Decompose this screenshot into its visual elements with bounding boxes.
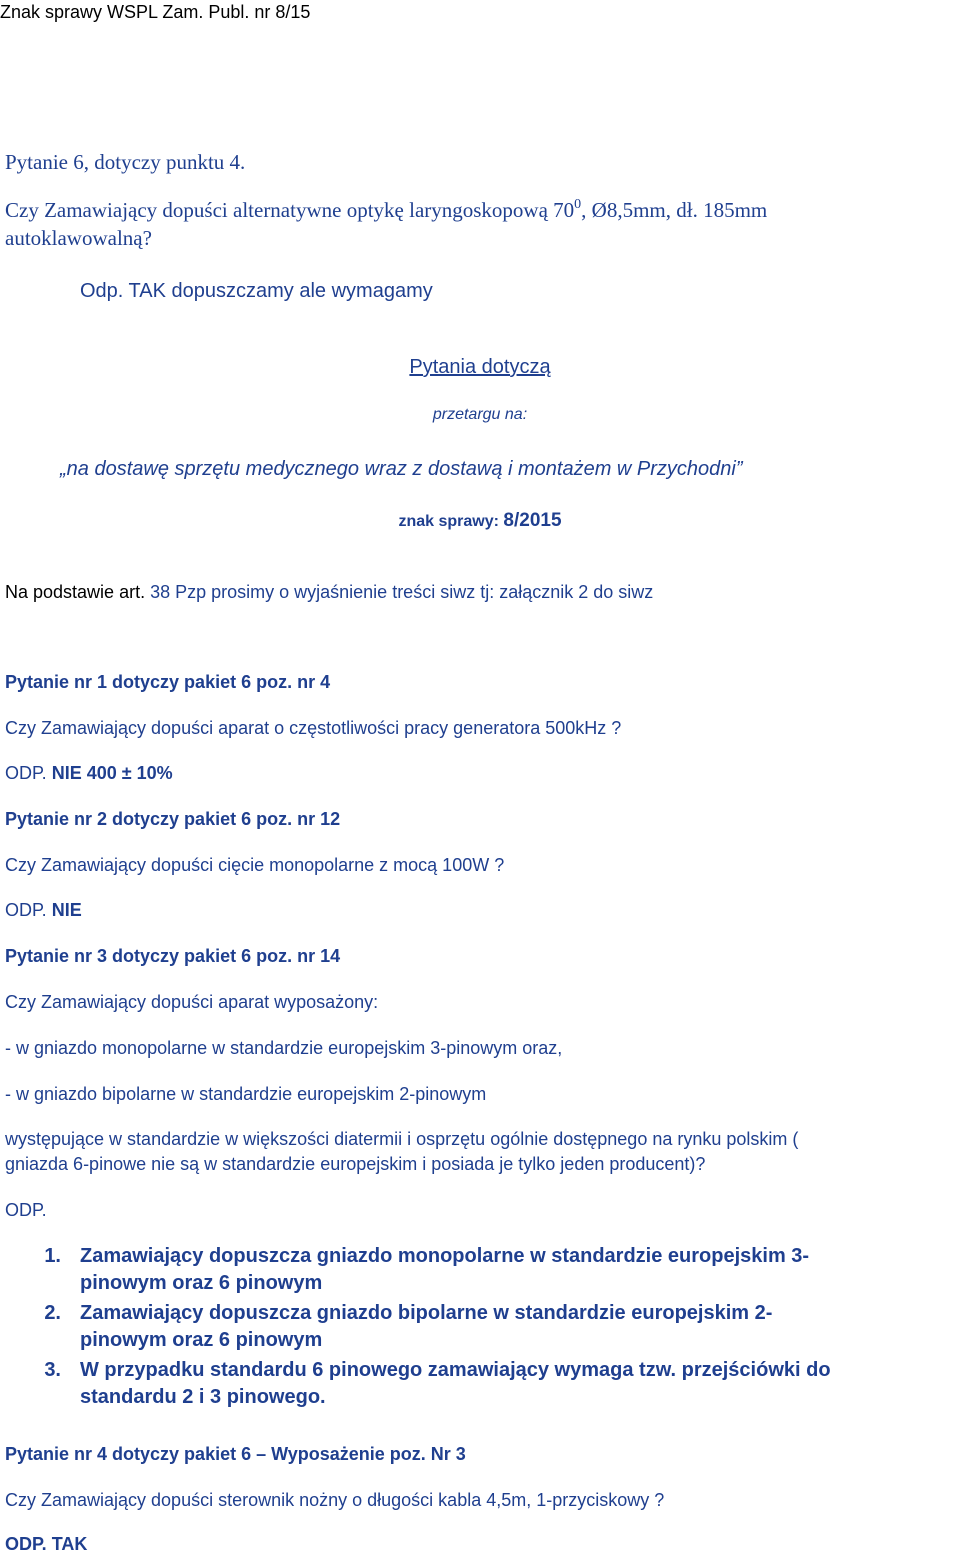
question-3-text: Czy Zamawiający dopuści aparat wyposażony: <box>5 992 379 1012</box>
q6-answer: Odp. TAK dopuszczamy ale wymagamy <box>80 280 433 302</box>
question-3-paragraph-line-1: występujące w standardzie w większości diatermii i osprzętu ogólnie dostępnego na rynku polskim ( <box>5 1129 799 1149</box>
q6-question-line2: autoklawowalną? <box>5 226 152 250</box>
question-3-answer-label: ODP. <box>5 1200 47 1220</box>
question-2-heading: Pytanie nr 2 dotyczy pakiet 6 poz. nr 12 <box>5 809 341 829</box>
question-2-text: Czy Zamawiający dopuści cięcie monopolarne z mocą 100W ? <box>5 855 505 875</box>
answer-item-2: 2. Zamawiający dopuszcza gniazdo bipolarne w standardzie europejskim 2- <box>44 1302 773 1324</box>
page-title: Pytania dotyczą <box>409 356 551 378</box>
question-4-answer: ODP. TAK <box>5 1534 88 1554</box>
intro-text: Na podstawie art. 38 Pzp prosimy o wyjaśnienie treści siwz tj: załącznik 2 do siwz <box>5 582 654 602</box>
question-1-heading: Pytanie nr 1 dotyczy pakiet 6 poz. nr 4 <box>5 672 331 692</box>
document-reference: Znak sprawy WSPL Zam. Publ. nr 8/15 <box>0 2 311 22</box>
answer-item-1-continued: pinowym oraz 6 pinowym <box>80 1272 323 1294</box>
question-2-answer: ODP. NIE <box>5 900 82 920</box>
q6-question-line1: Czy Zamawiający dopuści alternatywne optykę laryngoskopową $70^0$, Ø8,5mm, dł. 185mm <box>5 197 768 222</box>
answer-item-2-continued: pinowym oraz 6 pinowym <box>80 1329 323 1351</box>
tender-name: „na dostawę sprzętu medycznego wraz z dostawą i montażem w Przychodni” <box>60 458 743 480</box>
question-1-answer: ODP. NIE 400 ± 10% <box>5 763 173 783</box>
question-3-heading: Pytanie nr 3 dotyczy pakiet 6 poz. nr 14 <box>5 946 341 966</box>
question-1-text: Czy Zamawiający dopuści aparat o częstotliwości pracy generatora 500kHz ? <box>5 718 622 738</box>
case-number: znak sprawy: 8/2015 <box>398 510 562 531</box>
answer-item-3-continued: standardu 2 i 3 pinowego. <box>80 1386 326 1408</box>
answer-item-1: 1. Zamawiający dopuszcza gniazdo monopolarne w standardzie europejskim 3- <box>44 1245 810 1267</box>
question-3-paragraph-line-2: gniazda 6-pinowe nie są w standardzie europejskim i posiada je tylko jeden producent)? <box>5 1154 706 1174</box>
question-3-bullet-2: - w gniazdo bipolarne w standardzie europejskim 2-pinowym <box>5 1084 487 1104</box>
question-4-heading: Pytanie nr 4 dotyczy pakiet 6 – Wyposażenie poz. Nr 3 <box>5 1444 466 1464</box>
question-4-text: Czy Zamawiający dopuści sterownik nożny o długości kabla 4,5m, 1-przyciskowy ? <box>5 1490 665 1510</box>
page-subtitle: przetargu na: <box>432 406 528 423</box>
answer-item-3: 3. W przypadku standardu 6 pinowego zamawiający wymaga tzw. przejściówki do <box>44 1359 831 1381</box>
q6-heading: Pytanie 6, dotyczy punktu 4. <box>5 150 246 174</box>
question-3-bullet-1: - w gniazdo monopolarne w standardzie europejskim 3-pinowym oraz, <box>5 1038 563 1058</box>
